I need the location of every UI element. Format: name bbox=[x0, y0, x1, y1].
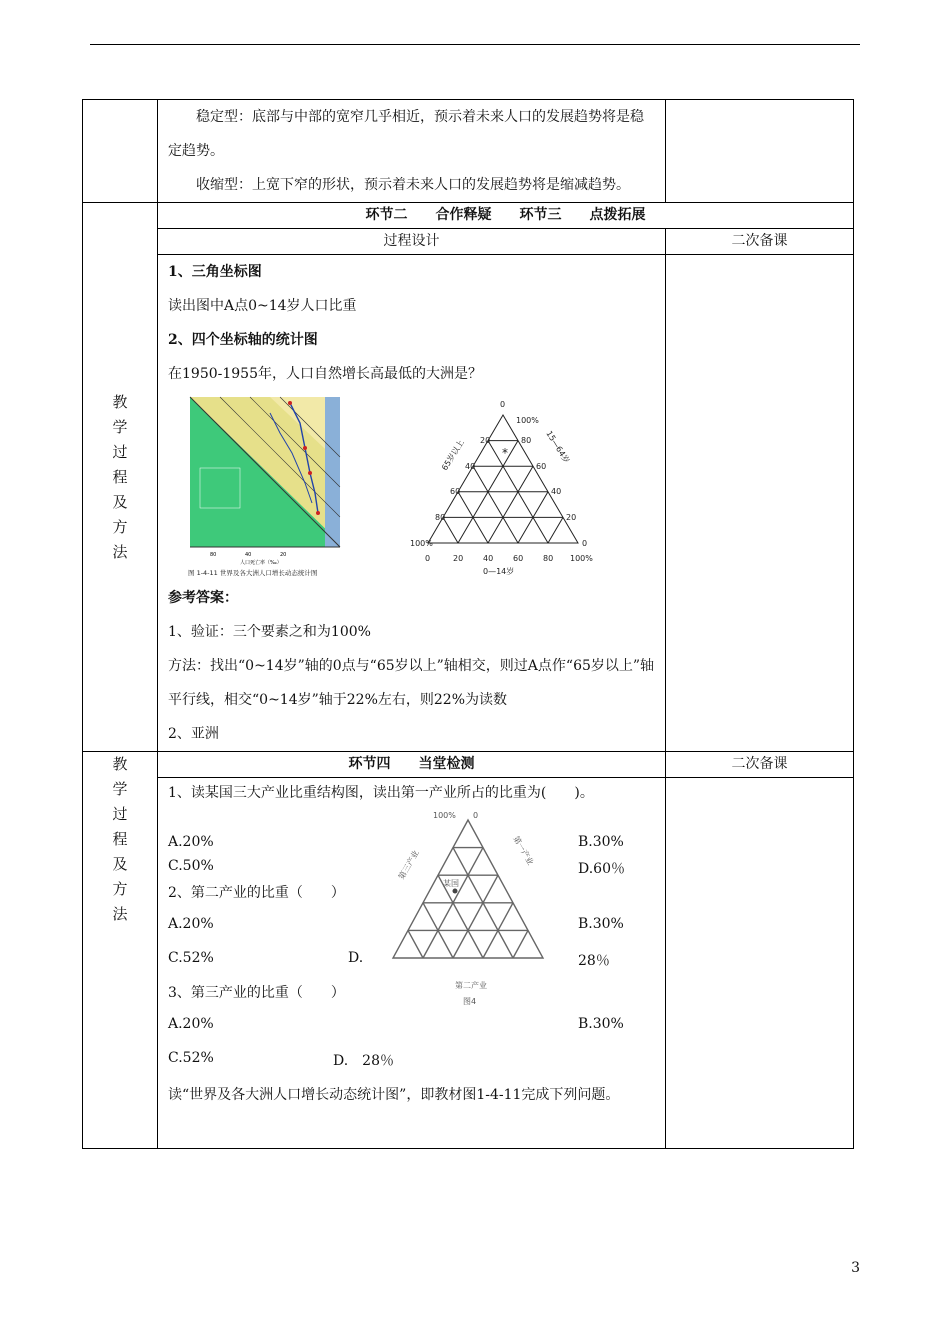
side-label-cell bbox=[83, 203, 158, 752]
svg-text:80: 80 bbox=[543, 554, 554, 563]
q3-opt-c: C.52% bbox=[168, 1050, 214, 1066]
svg-text:0: 0 bbox=[425, 554, 431, 563]
row-section2-header bbox=[83, 203, 854, 229]
population-dynamics-figure bbox=[180, 393, 370, 578]
row-section3-body bbox=[83, 778, 854, 1149]
fig-xlabel: 人口死亡率（‰） bbox=[240, 560, 282, 566]
figures-row bbox=[158, 391, 665, 581]
side-label: 教学过程及方法 bbox=[112, 392, 128, 561]
svg-text:0: 0 bbox=[473, 811, 479, 820]
fig-left-axis: 第三产业 bbox=[396, 848, 421, 881]
fig-right-axis: 第一产业 bbox=[511, 834, 536, 867]
q3-opt-b: B.30% bbox=[578, 1016, 624, 1032]
svg-text:20: 20 bbox=[566, 513, 577, 522]
answer-method: 方法：找出“0~14岁”轴的0点与“65岁以上”轴相交，则过A点作“65岁以上”轴平行线，相交“0~14岁”轴于22%左右，则22%为读数 bbox=[168, 658, 655, 708]
shrink-text: 收缩型：上宽下窄的形状，预示着未来人口的发展趋势将是缩减趋势。 bbox=[196, 177, 630, 193]
svg-text:60: 60 bbox=[450, 487, 461, 496]
ternary-population-figure bbox=[408, 393, 608, 578]
q1: 1、读某国三大产业比重结构图，读出第一产业所占的比重为( )。 bbox=[168, 785, 594, 801]
q2-opt-b: B.30% bbox=[578, 916, 624, 932]
svg-text:20: 20 bbox=[453, 554, 464, 563]
row-col-headers bbox=[83, 229, 854, 255]
section3-remark bbox=[666, 778, 854, 1149]
section2-header: 环节二 合作释疑 环节三 点拨拓展 bbox=[158, 203, 854, 229]
svg-text:100%: 100% bbox=[570, 554, 593, 563]
svg-text:40: 40 bbox=[465, 462, 476, 471]
svg-text:60: 60 bbox=[536, 462, 547, 471]
row-continued bbox=[83, 100, 854, 203]
q2-opt-d: D. bbox=[348, 950, 364, 966]
svg-text:20: 20 bbox=[280, 552, 287, 558]
point-label: 某国 bbox=[443, 879, 459, 888]
final-question: 读“世界及各大洲人口增长动态统计图”，即教材图1-4-11完成下列问题。 bbox=[168, 1087, 620, 1103]
fig-caption: 图 1-4-11 世界及各大洲人口增长动态统计图 bbox=[188, 569, 318, 577]
stable-text: 稳定型：底部与中部的宽窄几乎相近，预示着未来人口的发展趋势将是稳定趋势。 bbox=[168, 109, 644, 159]
lesson-table bbox=[82, 99, 854, 1149]
page-number: 3 bbox=[851, 1260, 860, 1276]
svg-text:0: 0 bbox=[582, 539, 588, 548]
row-section3-header bbox=[83, 752, 854, 778]
q2-opt-c: C.52% bbox=[168, 950, 214, 966]
q2: 2、第二产业的比重（ ） bbox=[168, 885, 345, 901]
answer-1: 1、验证：三个要素之和为100% bbox=[168, 624, 371, 640]
answer-2: 2、亚洲 bbox=[168, 726, 219, 742]
point-a: * bbox=[502, 446, 508, 460]
quiz-block bbox=[158, 778, 665, 1148]
svg-text:20: 20 bbox=[480, 436, 491, 445]
svg-text:80: 80 bbox=[435, 513, 446, 522]
side-label-cell-2 bbox=[83, 752, 158, 1149]
section3-remark-header: 二次备课 bbox=[666, 752, 854, 778]
row-section2-body bbox=[83, 255, 854, 752]
tri-bottom-axis: 0—14岁 bbox=[483, 567, 515, 576]
q1-opt-d: D.60％ bbox=[578, 861, 625, 877]
q1-opt-b: B.30% bbox=[578, 834, 624, 850]
q3-opt-a: A.20% bbox=[168, 1016, 214, 1032]
section2-remark bbox=[666, 255, 854, 752]
tri-right-axis: 15—64岁 bbox=[544, 429, 572, 465]
svg-text:0: 0 bbox=[500, 400, 506, 409]
item1-question: 读出图中A点0~14岁人口比重 bbox=[168, 298, 357, 314]
section3-content bbox=[158, 778, 666, 1149]
section3-header: 环节四 当堂检测 bbox=[158, 752, 666, 778]
section2-content bbox=[158, 255, 666, 752]
col-process: 过程设计 bbox=[158, 229, 666, 255]
col-remark: 二次备课 bbox=[666, 229, 854, 255]
svg-text:40: 40 bbox=[551, 487, 562, 496]
item2-question: 在1950-1955年，人口自然增长高最低的大洲是？ bbox=[168, 366, 482, 382]
fig-caption-4: 图4 bbox=[463, 997, 477, 1006]
item1-title: 1、三角坐标图 bbox=[168, 264, 262, 280]
svg-text:100%: 100% bbox=[410, 539, 433, 548]
q1-opt-c: C.50% bbox=[168, 858, 214, 874]
side-label-2: 教学过程及方法 bbox=[112, 755, 128, 923]
fig-bottom-axis: 第二产业 bbox=[455, 981, 487, 990]
side-cell-empty bbox=[83, 100, 158, 203]
svg-text:80: 80 bbox=[521, 436, 532, 445]
svg-text:100%: 100% bbox=[516, 416, 539, 425]
item2-title: 2、四个坐标轴的统计图 bbox=[168, 332, 318, 348]
svg-text:40: 40 bbox=[245, 552, 252, 558]
header-rule bbox=[90, 44, 860, 45]
svg-text:80: 80 bbox=[210, 552, 217, 558]
tri-left-axis: 65岁以上 bbox=[440, 438, 466, 473]
q3-opt-d: D. 28％ bbox=[333, 1053, 394, 1069]
remark-cell bbox=[666, 100, 854, 203]
svg-text:100%: 100% bbox=[433, 811, 456, 820]
content-cell bbox=[158, 100, 666, 203]
svg-text:60: 60 bbox=[513, 554, 524, 563]
industry-ternary-figure bbox=[373, 808, 573, 1008]
q2-opt-d-value: 28％ bbox=[578, 953, 610, 969]
answer-title: 参考答案： bbox=[168, 590, 238, 606]
q2-opt-a: A.20% bbox=[168, 916, 214, 932]
svg-text:40: 40 bbox=[483, 554, 494, 563]
q3: 3、第三产业的比重（ ） bbox=[168, 985, 345, 1001]
q1-opt-a: A.20% bbox=[168, 834, 214, 850]
